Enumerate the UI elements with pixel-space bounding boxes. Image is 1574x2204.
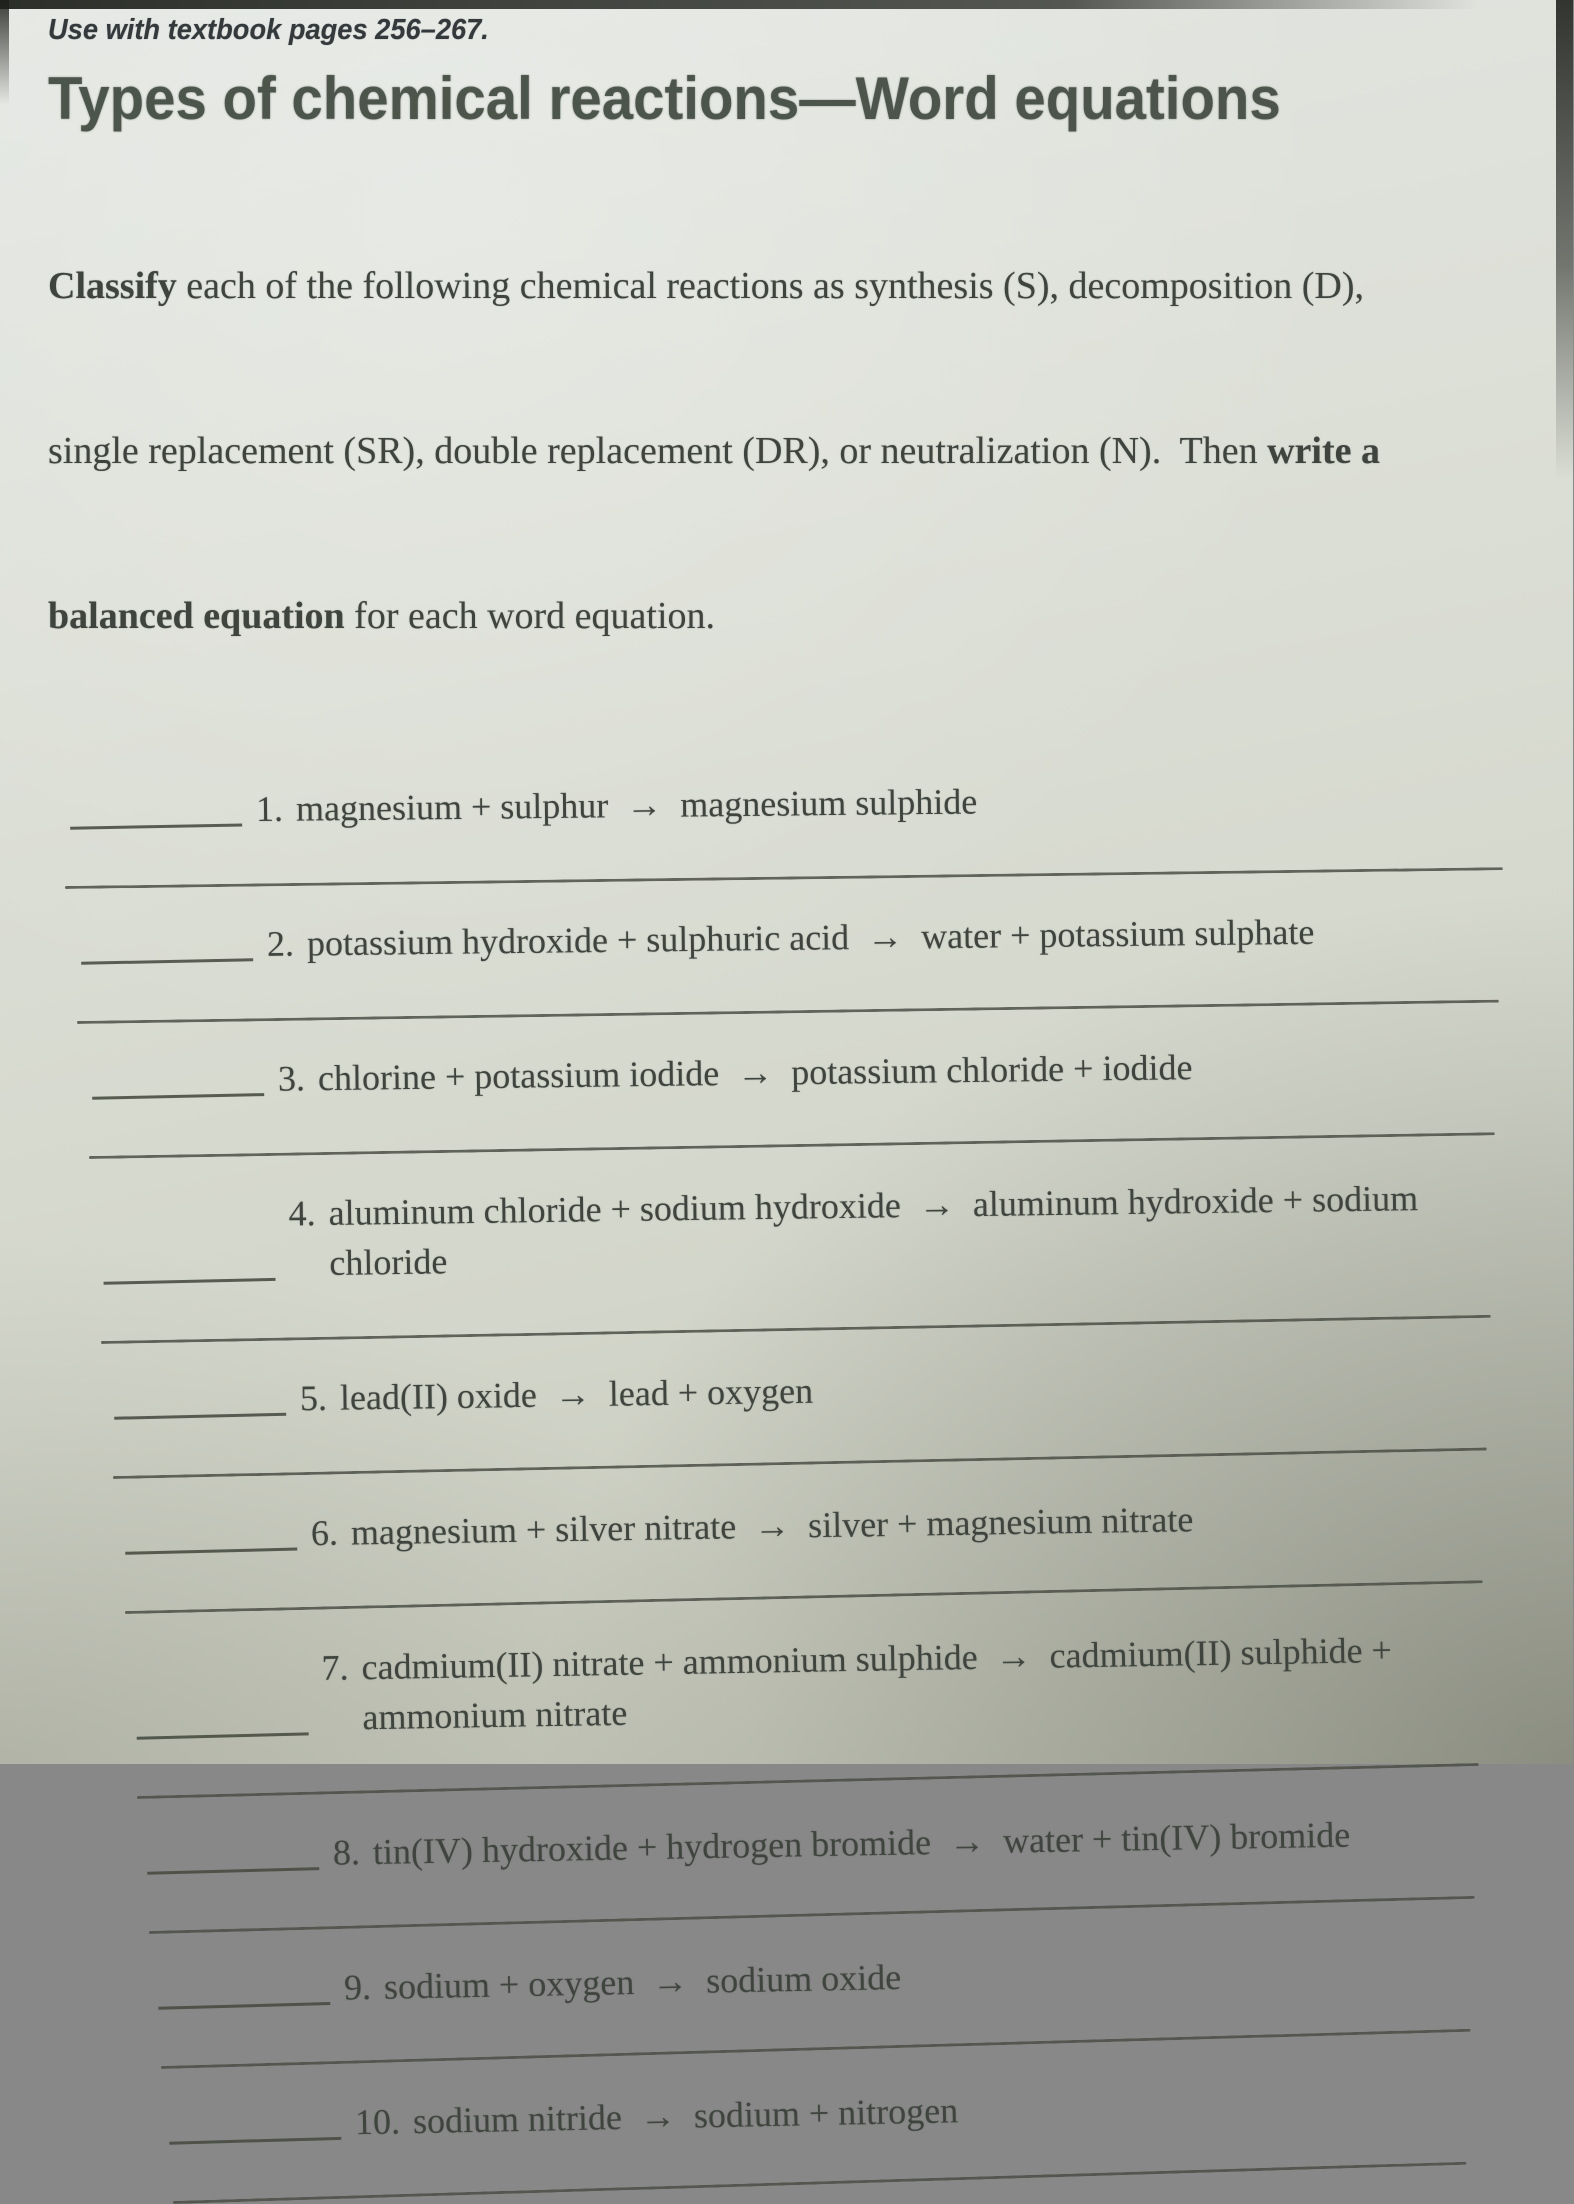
worksheet-item-7 <box>135 1622 1573 1746</box>
classification-blank-line <box>104 1278 276 1285</box>
answer-line <box>125 1580 1483 1614</box>
item-equation: tin(IV) hydroxide + hydrogen bromide → water + tin(IV) bromide <box>372 1814 1351 1872</box>
item-number: 6. <box>310 1512 339 1554</box>
item-equation: cadmium(II) nitrate + ammonium sulphide → cadmium(II) sulphide + ammonium nitrate <box>361 1629 1393 1738</box>
item-number: 9. <box>343 1966 372 2008</box>
answer-line <box>113 1447 1487 1479</box>
answer-line <box>161 2029 1471 2069</box>
worksheet-item-3 <box>92 1037 1574 1106</box>
worksheet-item-4 <box>102 1171 1573 1291</box>
item-number: 5. <box>299 1377 328 1419</box>
item-equation: sodium + oxygen → sodium oxide <box>383 1956 902 2007</box>
worksheet-item-9 <box>158 1939 1574 2016</box>
classification-blank-line <box>125 1548 297 1555</box>
photo-edge-shadow-right <box>1556 0 1573 480</box>
answer-line <box>149 1896 1475 1934</box>
instructions-paragraph <box>48 149 1573 754</box>
worksheet-item-6 <box>125 1488 1574 1561</box>
item-equation: chlorine + potassium iodide → potassium chloride + iodide <box>317 1047 1193 1099</box>
item-number: 2. <box>266 923 295 964</box>
worksheet-item-10 <box>169 2073 1574 2151</box>
worksheet-item-8 <box>147 1806 1574 1881</box>
item-number: 8. <box>332 1832 361 1873</box>
classification-blank-line <box>114 1413 286 1420</box>
answer-line <box>77 1000 1499 1024</box>
answer-line <box>173 2162 1466 2204</box>
meta-note: Use with textbook pages 256–267. <box>48 14 489 46</box>
classification-blank-line <box>92 1093 264 1100</box>
item-number: 3. <box>277 1058 306 1099</box>
classification-blank-line <box>137 1732 309 1739</box>
item-number: 10. <box>354 2101 401 2143</box>
item-equation: sodium nitride → sodium + nitrogen <box>412 2090 959 2142</box>
classification-blank-line <box>158 2002 330 2010</box>
answer-line <box>65 867 1503 889</box>
instruction-line-3: balanced equation for each word equation. <box>48 595 716 637</box>
answer-line <box>101 1315 1491 1344</box>
item-number: 7. <box>321 1647 349 1688</box>
instruction-line-1: Classify each of the following chemical reactions as synthesis (S), decomposition (D), <box>48 265 1364 307</box>
worksheet-item-1 <box>70 770 1573 836</box>
item-equation: magnesium + silver nitrate → silver + magnesium nitrate <box>350 1499 1194 1553</box>
item-number: 1. <box>255 788 284 830</box>
photo-edge-shadow-left <box>0 0 9 105</box>
classification-blank-line <box>147 1867 319 1875</box>
classification-blank-line <box>169 2137 341 2145</box>
instruction-line-2: single replacement (SR), double replacement (DR), or neutralization (N). Then write a <box>48 430 1380 472</box>
answer-line <box>137 1763 1479 1799</box>
item-equation: aluminum chloride + sodium hydroxide → aluminum hydroxide + sodium chloride <box>328 1178 1419 1283</box>
item-equation: magnesium + sulphur → magnesium sulphide <box>295 781 978 829</box>
answer-line <box>89 1132 1495 1159</box>
item-equation: potassium hydroxide + sulphuric acid → water + potassium sulphate <box>306 911 1315 964</box>
page-title: Types of chemical reactions—Word equations <box>48 65 1281 132</box>
item-equation: lead(II) oxide → lead + oxygen <box>339 1370 814 1418</box>
worksheet-item-5 <box>114 1355 1574 1426</box>
worksheet-item-2 <box>81 904 1573 971</box>
item-number: 4. <box>288 1193 316 1234</box>
classification-blank-line <box>70 823 242 829</box>
photo-edge-shadow-top <box>0 0 1480 9</box>
classification-blank-line <box>81 958 253 964</box>
